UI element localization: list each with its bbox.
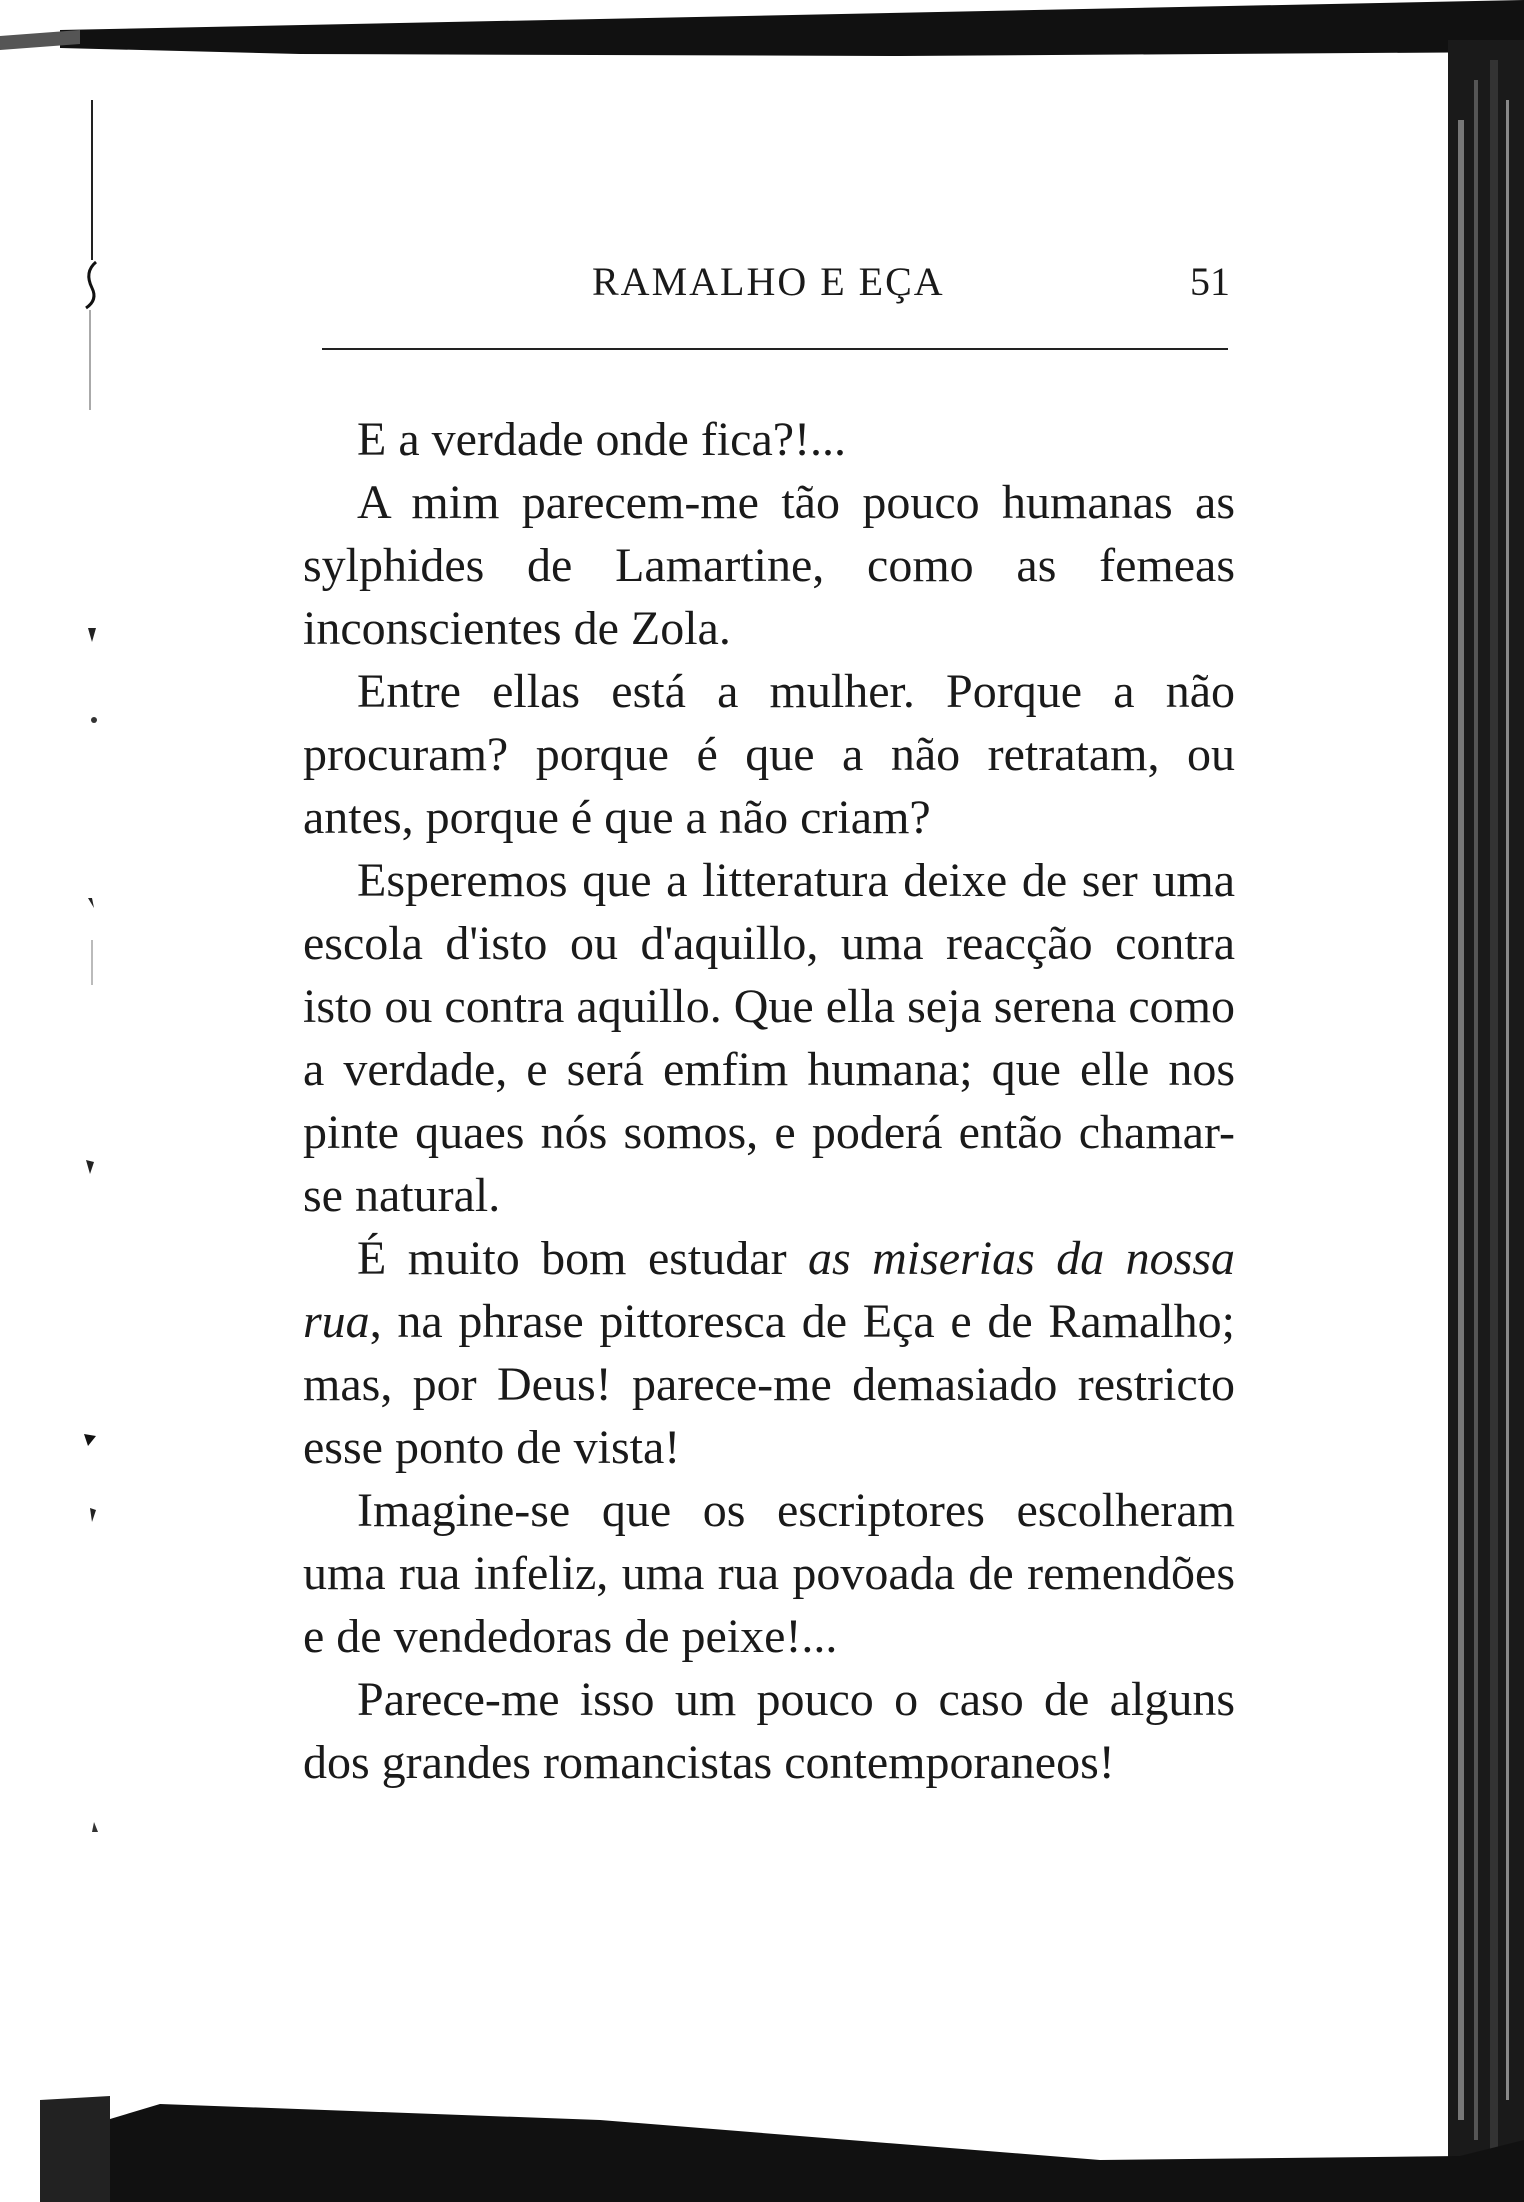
scan-left-margin-marks (0, 0, 140, 2202)
paragraph: Parece-me isso um pouco o caso de alguns dos grandes romancistas contemporaneos! (303, 1673, 1235, 1789)
paragraph (303, 1227, 1235, 1479)
body-text (303, 408, 1235, 1794)
paragraph: Imagine-se que os escriptores escolheram uma rua infeliz, uma rua povoada de remendões e de vendedoras de peixe!... (303, 1484, 1235, 1663)
scan-top-edge (0, 0, 1524, 90)
scan-right-edge (1440, 0, 1524, 2202)
running-title: RAMALHO E EÇA (592, 259, 945, 304)
scan-bottom-edge (0, 2060, 1524, 2202)
italic-quote: as miserias da nossa rua (303, 1232, 1236, 1348)
paragraph-text: É muito bom estudar (357, 1232, 808, 1285)
paragraph: Entre ellas está a mulher. Porque a não procuram? porque é que a não retratam, ou antes, porque é que a não criam? (303, 665, 1235, 844)
paragraph: E a verdade onde fica?!... (357, 413, 847, 466)
header-rule (322, 348, 1228, 350)
paragraph-text: , na phrase pittoresca de Eça e de Ramalho; mas, por Deus! parece-me demasiado restricto esse ponto de vista! (303, 1295, 1235, 1474)
paragraph: A mim parecem-me tão pouco humanas as sylphides de Lamartine, como as femeas inconscientes de Zola. (303, 476, 1235, 655)
running-head (300, 258, 1230, 318)
page-number: 51 (1190, 259, 1230, 304)
paragraph: Esperemos que a litteratura deixe de ser uma escola d'isto ou d'aquillo, uma reacção contra isto ou contra aquillo. Que ella seja serena como a verdade, e será emfim humana; que elle nos pinte quaes nós somos, e poderá então chamar-se natural. (303, 854, 1235, 1222)
